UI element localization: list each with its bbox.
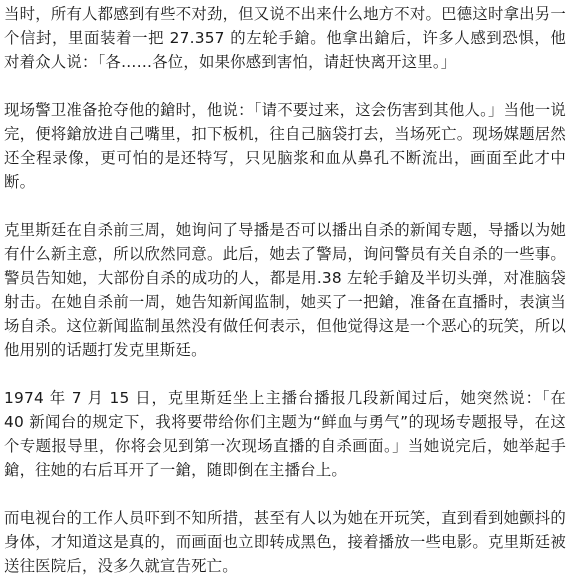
paragraph-1: 当时，所有人都感到有些不对劲，但又说不出来什么地方不对。巴德这时拿出另一个信封，里面装着一把 27.357 的左轮手鎗。他拿出鎗后，许多人感到恐惧，他对着众人说：「各……各位，如果你感到害怕，请赶快离开这里。」 <box>4 5 566 71</box>
paragraph-3: 克里斯廷在自杀前三周，她询问了导播是否可以播出自杀的新闻专题，导播以为她有什么新主意，所以欣然同意。此后，她去了警局，询问警员有关自杀的一些事。警员告知她，大部份自杀的成功的人，都是用.38 左轮手鎗及半切头弹，对准脑袋射击。在她自杀前一周，她告知新闻监制，她买了一把鎗，准备在直播时，表演当场自杀。这位新闻监制虽然没有做任何表示，但他觉得这是一个恶心的玩笑，所以他用别的话题打发克里斯廷。 <box>4 221 566 359</box>
paragraph-4: 1974 年 7 月 15 日，克里斯廷坐上主播台播报几段新闻过后，她突然说：「在 40 新闻台的规定下，我将要带给你们主题为“鲜血与勇气”的现场专题报导，在这个专题报导里，你将会见到第一次现场直播的自杀画面。」当她说完后，她举起手鎗，往她的右后耳开了一鎗，随即倒在主播台上。 <box>4 389 566 479</box>
paragraph-2: 现场警卫准备抢夺他的鎗时，他说：「请不要过来，这会伤害到其他人。」当他一说完，便将鎗放进自己嘴里，扣下板机，往自己脑袋打去，当场死亡。现场媒题居然还全程录像，更可怕的是还特写，只见脑浆和血从鼻孔不断流出，画面至此才中断。 <box>4 101 566 191</box>
paragraph-5: 而电视台的工作人员吓到不知所措，甚至有人以为她在开玩笑，直到看到她颤抖的身体，才知道这是真的，而画面也立即转成黑色，接着播放一些电影。克里斯廷被送往医院后，没多久就宣告死亡。 <box>4 509 566 575</box>
